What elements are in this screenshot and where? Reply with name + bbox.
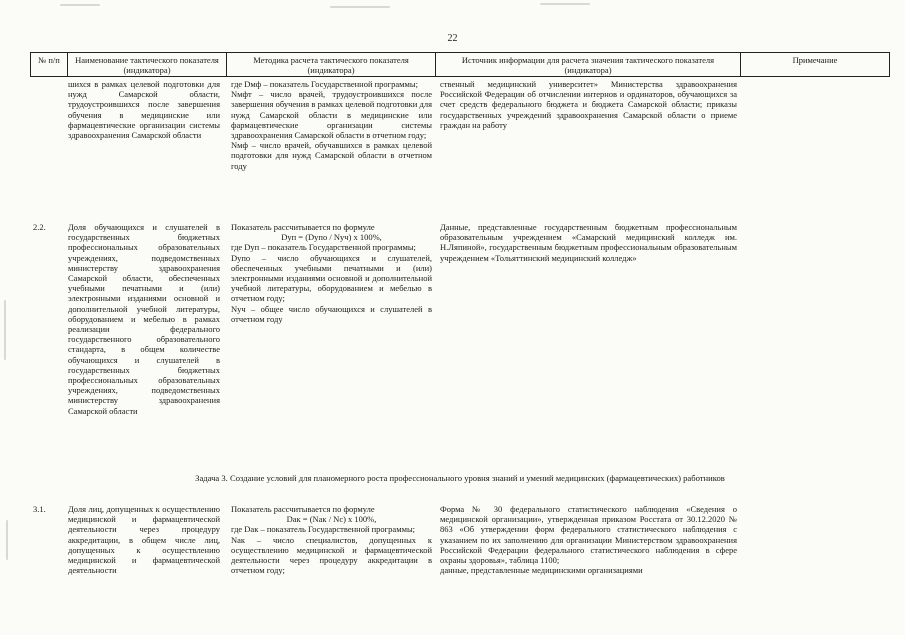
row-cont-method-line: где Dмф – показатель Государственной программы; [231,79,419,89]
scan-speckle [540,3,590,5]
header-num: № п/п [30,52,68,77]
row-cont-source: ственный медицинский университет» Министерства здравоохранения Российской Федерации об отчислении интернов и ординаторов, обучающихся за счет средств федерального бюджета и бюджета Самарской области; приказы государственных учреждений здравоохранения Самарской области о приеме граждан на работу [440,79,737,130]
row-3-1-formula: Dак = (Nак / Nс) х 100%, [286,514,377,525]
row-2-2-formula: Dуп = (Dупо / Nуч) х 100%, [281,232,382,243]
page-number: 22 [447,33,458,44]
row-3-1-method-intro: Показатель рассчитывается по формуле [231,504,375,514]
header-name: Наименование тактического показателя (индикатора) [68,52,227,77]
scan-speckle [60,4,100,6]
row-3-1-source-line: данные, представленные медицинскими организациями [440,565,643,576]
row-3-1-method-line: Nак – число специалистов, допущенных к осуществлению медицинской и фармацевтической деятельности через процедуру аккредитации в отчетном году; [231,534,432,576]
header-note: Примечание [741,52,890,77]
row-3-1-num: 3.1. [33,504,46,514]
row-2-2-num: 2.2. [33,222,46,232]
row-3-1-method-line: где Dак – показатель Государственной программы; [231,524,416,535]
scan-speckle [6,520,8,560]
row-cont-method-line: Nмф – число врачей, обучавшихся в рамках целевой подготовки для нужд Самарской области в отчетном году [231,140,432,171]
row-3-1-name: Доля лиц, допущенных к осуществлению медицинской и фармацевтической деятельности через процедуру аккредитации, в общем числе лиц, допущенных к осуществлению медицинской и фармацевтической деятельности [68,504,220,576]
row-2-2-name: Доля обучающихся и слушателей в государственных бюджетных профессиональных образовательных учреждениях, подведомственных министерству здравоохранения Самарской области, обеспеченных учебными печатными и (или) электронными изданиями основной и дополнительной учебной литературы, оборудованием и мебелью в рамках реализации федерального государственного образовательного стандарта, в общем количестве обучающихся и слушателей в государственных бюджетных профессиональных образовательных учреждениях, подведомственных министерству здравоохранения Самарской области [68,222,220,416]
scan-speckle [330,6,390,8]
row-3-1-source-line: Форма № 30 федерального статистического наблюдения «Сведения о медицинской организации», утвержденная приказом Росстата от 30.12.2020 № 863 «Об утверждении форм федерального статистического наблюдения с указанием по их заполнению для организации Министерством здравоохранения Российской Федерации федерального статистического наблюдения в сфере охраны здоровья», таблица 1100; [440,504,737,566]
row-2-2-method-line: Dупо – число обучающихся и слушателей, обеспеченных учебными печатными и (или) электронными изданиями основной и дополнительной учебной литературы, оборудованием и мебелью в отчетном году; [231,252,432,304]
row-3-1-method [231,504,432,575]
header-source: Источник информации для расчета значения тактического показателя (индикатора) [436,52,741,77]
row-cont-method-line: Nмфт – число врачей, трудоустроившихся после завершения обучения в рамках целевой подготовки для нужд Самарской области в медицинские или фармацевтические организации системы здравоохранения Самарской области в отчетном году; [231,89,432,141]
row-2-2-source: Данные, представленные государственным бюджетным профессиональным образовательным учреждением «Самарский медицинский колледж им. Н.Ляпиной», государственным бюджетным профессиональным образовательным учреждением «Тольяттинский медицинский колледж» [440,222,737,263]
header-method: Методика расчета тактического показателя (индикатора) [227,52,436,77]
row-2-2-method-intro: Показатель рассчитывается по формуле [231,222,375,232]
row-2-2-method [231,222,432,324]
row-cont-method [231,79,432,171]
row-3-1-source [440,504,737,575]
scan-speckle [4,300,6,360]
row-cont-name: шихся в рамках целевой подготовки для нужд Самарской области, трудоустроившихся после завершения обучения в медицинские или фармацевтические организации системы здравоохранения Самарской области [68,79,220,141]
row-2-2-method-line: Nуч – общее число обучающихся и слушателей в отчетном году [231,303,432,324]
task-3-heading: Задача 3. Создание условий для планомерного роста профессионального уровня знаний и умений медицинских (фармацевтических) работников [195,473,725,483]
row-2-2-method-line: где Dуп – показатель Государственной программы; [231,242,416,253]
